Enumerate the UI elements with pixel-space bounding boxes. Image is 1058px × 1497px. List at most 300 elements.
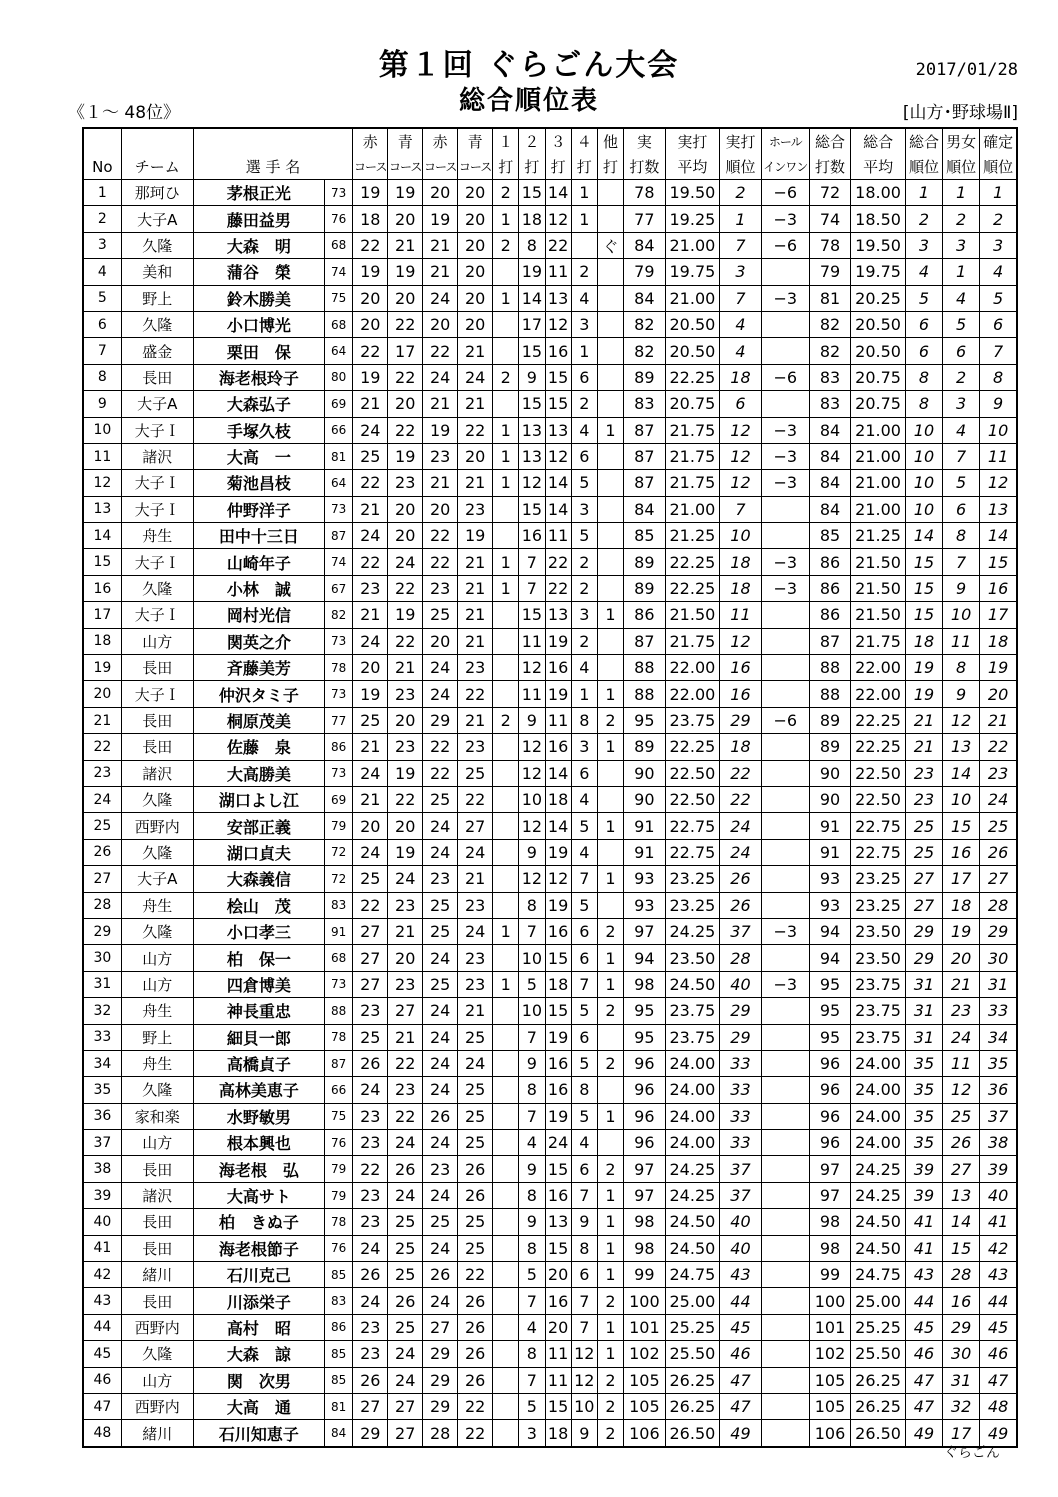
cell-gender-rank: 14	[943, 1209, 980, 1235]
cell-actual-average: 23.75	[665, 707, 720, 733]
cell-team: 家和楽	[121, 1103, 193, 1129]
cell-total-rank: 35	[905, 1130, 942, 1156]
cell-actual-average: 25.50	[665, 1341, 720, 1367]
cell-player-name: 安部正義	[193, 813, 324, 839]
cell-no: 13	[83, 496, 121, 522]
cell-actual-rank: 16	[720, 655, 762, 681]
cell-total-strokes: 83	[809, 364, 851, 390]
header-cell: 打	[493, 154, 519, 180]
header-no: No	[83, 154, 121, 180]
cell-hole-in-one: −6	[761, 180, 809, 206]
cell-course-red-2: 24	[423, 1130, 458, 1156]
cell-three-stroke: 12	[545, 311, 571, 337]
cell-gender-rank: 7	[943, 549, 980, 575]
cell-final-rank: 29	[980, 918, 1017, 944]
cell-total-strokes: 93	[809, 866, 851, 892]
cell-actual-average: 21.00	[665, 285, 720, 311]
cell-actual-average: 20.50	[665, 338, 720, 364]
cell-actual-average: 24.75	[665, 1262, 720, 1288]
header-cell: 順位	[905, 154, 942, 180]
cell-course-blue-1: 23	[388, 681, 423, 707]
cell-hole-in-one	[761, 602, 809, 628]
cell-course-red-2: 20	[423, 496, 458, 522]
cell-gender-rank: 19	[943, 918, 980, 944]
cell-two-stroke: 7	[519, 1103, 545, 1129]
cell-hole-in-one	[761, 786, 809, 812]
cell-player-name: 神長重忠	[193, 998, 324, 1024]
cell-team: 長田	[121, 734, 193, 760]
cell-other-stroke	[597, 655, 623, 681]
cell-actual-rank: 43	[720, 1262, 762, 1288]
cell-final-rank: 36	[980, 1077, 1017, 1103]
cell-other-stroke: 2	[597, 1288, 623, 1314]
cell-age: 86	[324, 734, 352, 760]
table-row	[83, 496, 1017, 522]
cell-player-name: 海老根節子	[193, 1235, 324, 1261]
cell-age: 73	[324, 180, 352, 206]
cell-player-name: 山崎年子	[193, 549, 324, 575]
cell-actual-average: 22.25	[665, 575, 720, 601]
cell-total-strokes: 88	[809, 655, 851, 681]
cell-total-strokes: 86	[809, 575, 851, 601]
cell-course-red-1: 24	[353, 1077, 388, 1103]
cell-player-name: 海老根玲子	[193, 364, 324, 390]
header-cell: 順位	[943, 154, 980, 180]
table-row	[83, 311, 1017, 337]
cell-age: 77	[324, 707, 352, 733]
cell-course-red-1: 23	[353, 1341, 388, 1367]
cell-player-name: 蒲谷 榮	[193, 259, 324, 285]
cell-course-red-2: 22	[423, 734, 458, 760]
cell-total-average: 24.50	[851, 1209, 906, 1235]
cell-course-red-2: 25	[423, 786, 458, 812]
cell-course-blue-1: 22	[388, 311, 423, 337]
cell-four-stroke: 7	[571, 1288, 597, 1314]
cell-hole-in-one	[761, 892, 809, 918]
cell-hole-in-one	[761, 311, 809, 337]
cell-total-rank: 19	[905, 655, 942, 681]
cell-no: 41	[83, 1235, 121, 1261]
header-cell: 打	[571, 154, 597, 180]
cell-course-red-1: 25	[353, 1024, 388, 1050]
cell-age: 73	[324, 681, 352, 707]
cell-course-blue-1: 23	[388, 1077, 423, 1103]
cell-four-stroke: 1	[571, 180, 597, 206]
cell-final-rank: 19	[980, 655, 1017, 681]
cell-course-blue-1: 24	[388, 1367, 423, 1393]
cell-player-name: 石川克己	[193, 1262, 324, 1288]
cell-actual-average: 22.00	[665, 681, 720, 707]
cell-actual-rank: 12	[720, 470, 762, 496]
cell-actual-strokes: 82	[624, 338, 666, 364]
cell-one-stroke: 1	[493, 971, 519, 997]
cell-actual-average: 22.00	[665, 655, 720, 681]
header-row-top	[83, 128, 1017, 154]
cell-gender-rank: 16	[943, 839, 980, 865]
cell-final-rank: 11	[980, 443, 1017, 469]
cell-hole-in-one	[761, 1235, 809, 1261]
cell-team: 久隆	[121, 1077, 193, 1103]
cell-course-blue-2: 22	[458, 681, 493, 707]
cell-total-average: 20.25	[851, 285, 906, 311]
cell-actual-average: 21.50	[665, 602, 720, 628]
cell-gender-rank: 8	[943, 655, 980, 681]
cell-total-average: 25.25	[851, 1314, 906, 1340]
cell-total-rank: 35	[905, 1077, 942, 1103]
cell-two-stroke: 15	[519, 180, 545, 206]
cell-course-blue-1: 25	[388, 1235, 423, 1261]
cell-actual-strokes: 87	[624, 443, 666, 469]
cell-actual-average: 21.00	[665, 232, 720, 258]
cell-actual-strokes: 105	[624, 1367, 666, 1393]
cell-three-stroke: 14	[545, 470, 571, 496]
cell-team: 久隆	[121, 232, 193, 258]
cell-age: 68	[324, 311, 352, 337]
cell-player-name: 湖口貞夫	[193, 839, 324, 865]
cell-total-rank: 27	[905, 892, 942, 918]
cell-course-red-2: 23	[423, 443, 458, 469]
cell-course-red-2: 24	[423, 998, 458, 1024]
table-row	[83, 232, 1017, 258]
cell-four-stroke: 2	[571, 549, 597, 575]
cell-two-stroke: 10	[519, 786, 545, 812]
cell-total-strokes: 94	[809, 945, 851, 971]
cell-no: 27	[83, 866, 121, 892]
cell-three-stroke: 11	[545, 707, 571, 733]
cell-four-stroke: 7	[571, 1182, 597, 1208]
cell-four-stroke: 12	[571, 1367, 597, 1393]
cell-course-blue-2: 22	[458, 1420, 493, 1447]
cell-actual-strokes: 91	[624, 839, 666, 865]
header-cell: 青	[458, 128, 493, 154]
cell-total-rank: 49	[905, 1420, 942, 1447]
cell-no: 16	[83, 575, 121, 601]
cell-actual-strokes: 88	[624, 655, 666, 681]
cell-team: 舟生	[121, 892, 193, 918]
cell-final-rank: 24	[980, 786, 1017, 812]
cell-actual-average: 21.75	[665, 417, 720, 443]
cell-course-blue-1: 19	[388, 760, 423, 786]
cell-three-stroke: 14	[545, 496, 571, 522]
cell-course-red-1: 27	[353, 1393, 388, 1419]
cell-total-strokes: 96	[809, 1130, 851, 1156]
cell-course-blue-2: 26	[458, 1367, 493, 1393]
cell-four-stroke: 8	[571, 1235, 597, 1261]
cell-course-red-2: 25	[423, 602, 458, 628]
table-row	[83, 839, 1017, 865]
cell-actual-rank: 45	[720, 1314, 762, 1340]
cell-age: 91	[324, 918, 352, 944]
cell-two-stroke: 15	[519, 338, 545, 364]
cell-actual-average: 22.25	[665, 734, 720, 760]
cell-team: 西野内	[121, 813, 193, 839]
table-row	[83, 259, 1017, 285]
cell-course-red-1: 23	[353, 1103, 388, 1129]
cell-course-blue-2: 19	[458, 523, 493, 549]
cell-total-average: 21.50	[851, 549, 906, 575]
cell-four-stroke: 4	[571, 786, 597, 812]
cell-course-blue-2: 21	[458, 602, 493, 628]
cell-total-rank: 1	[905, 180, 942, 206]
cell-actual-strokes: 85	[624, 523, 666, 549]
cell-course-blue-2: 25	[458, 1130, 493, 1156]
cell-other-stroke: 1	[597, 866, 623, 892]
cell-total-average: 19.75	[851, 259, 906, 285]
header-cell: ４	[571, 128, 597, 154]
cell-player-name: 湖口よし江	[193, 786, 324, 812]
cell-gender-rank: 3	[943, 391, 980, 417]
cell-total-strokes: 102	[809, 1341, 851, 1367]
cell-course-blue-2: 25	[458, 1235, 493, 1261]
cell-final-rank: 26	[980, 839, 1017, 865]
cell-course-red-1: 26	[353, 1367, 388, 1393]
table-row	[83, 180, 1017, 206]
cell-actual-strokes: 89	[624, 575, 666, 601]
cell-hole-in-one: −6	[761, 232, 809, 258]
cell-course-blue-1: 23	[388, 892, 423, 918]
cell-other-stroke	[597, 760, 623, 786]
cell-player-name: 大森義信	[193, 866, 324, 892]
cell-course-blue-1: 26	[388, 1288, 423, 1314]
cell-total-strokes: 89	[809, 707, 851, 733]
cell-other-stroke	[597, 443, 623, 469]
cell-hole-in-one	[761, 523, 809, 549]
cell-course-blue-1: 20	[388, 206, 423, 232]
table-row	[83, 549, 1017, 575]
cell-course-blue-1: 22	[388, 575, 423, 601]
cell-hole-in-one	[761, 1182, 809, 1208]
cell-gender-rank: 3	[943, 232, 980, 258]
cell-three-stroke: 15	[545, 391, 571, 417]
cell-age: 67	[324, 575, 352, 601]
cell-final-rank: 20	[980, 681, 1017, 707]
cell-total-strokes: 88	[809, 681, 851, 707]
cell-age: 64	[324, 470, 352, 496]
cell-two-stroke: 5	[519, 1262, 545, 1288]
cell-team: 美和	[121, 259, 193, 285]
cell-hole-in-one	[761, 1130, 809, 1156]
cell-course-blue-1: 25	[388, 1209, 423, 1235]
cell-final-rank: 28	[980, 892, 1017, 918]
cell-three-stroke: 16	[545, 734, 571, 760]
cell-course-red-1: 19	[353, 364, 388, 390]
cell-course-blue-1: 20	[388, 496, 423, 522]
cell-one-stroke	[493, 786, 519, 812]
cell-final-rank: 39	[980, 1156, 1017, 1182]
cell-other-stroke: 1	[597, 417, 623, 443]
cell-two-stroke: 12	[519, 734, 545, 760]
cell-actual-rank: 33	[720, 1050, 762, 1076]
cell-actual-average: 24.00	[665, 1130, 720, 1156]
cell-hole-in-one	[761, 813, 809, 839]
cell-team: 大子A	[121, 391, 193, 417]
cell-total-rank: 5	[905, 285, 942, 311]
cell-no: 35	[83, 1077, 121, 1103]
cell-course-blue-2: 20	[458, 285, 493, 311]
cell-total-average: 25.50	[851, 1341, 906, 1367]
cell-total-average: 24.00	[851, 1050, 906, 1076]
cell-gender-rank: 2	[943, 364, 980, 390]
cell-age: 73	[324, 760, 352, 786]
cell-course-red-1: 23	[353, 1314, 388, 1340]
cell-two-stroke: 11	[519, 681, 545, 707]
header-cell: 平均	[665, 154, 720, 180]
cell-player-name: 柏 きぬ子	[193, 1209, 324, 1235]
cell-actual-average: 21.75	[665, 443, 720, 469]
cell-one-stroke: 1	[493, 443, 519, 469]
cell-four-stroke: 5	[571, 813, 597, 839]
cell-four-stroke: 7	[571, 971, 597, 997]
cell-total-strokes: 105	[809, 1367, 851, 1393]
cell-total-rank: 31	[905, 1024, 942, 1050]
cell-course-red-2: 22	[423, 549, 458, 575]
cell-course-red-1: 21	[353, 734, 388, 760]
cell-total-rank: 44	[905, 1288, 942, 1314]
cell-total-rank: 29	[905, 945, 942, 971]
header-cell: 青	[388, 128, 423, 154]
cell-age: 73	[324, 628, 352, 654]
cell-three-stroke: 13	[545, 285, 571, 311]
cell-course-red-2: 29	[423, 1341, 458, 1367]
cell-actual-rank: 18	[720, 549, 762, 575]
cell-team: 舟生	[121, 998, 193, 1024]
cell-hole-in-one	[761, 734, 809, 760]
cell-course-blue-2: 23	[458, 971, 493, 997]
cell-course-blue-1: 22	[388, 1103, 423, 1129]
cell-player-name: 細貝一郎	[193, 1024, 324, 1050]
header-cell: 打数	[624, 154, 666, 180]
cell-one-stroke	[493, 1235, 519, 1261]
cell-age: 83	[324, 892, 352, 918]
cell-one-stroke: 2	[493, 707, 519, 733]
cell-one-stroke: 1	[493, 206, 519, 232]
cell-three-stroke: 20	[545, 1262, 571, 1288]
cell-total-rank: 23	[905, 786, 942, 812]
cell-three-stroke: 19	[545, 1103, 571, 1129]
cell-actual-strokes: 106	[624, 1420, 666, 1447]
cell-no: 20	[83, 681, 121, 707]
table-row	[83, 443, 1017, 469]
cell-total-strokes: 84	[809, 417, 851, 443]
cell-actual-rank: 16	[720, 681, 762, 707]
cell-course-red-1: 23	[353, 575, 388, 601]
cell-course-red-2: 24	[423, 655, 458, 681]
cell-total-strokes: 87	[809, 628, 851, 654]
cell-gender-rank: 16	[943, 1288, 980, 1314]
cell-two-stroke: 7	[519, 1367, 545, 1393]
cell-total-rank: 10	[905, 417, 942, 443]
cell-actual-rank: 46	[720, 1341, 762, 1367]
cell-four-stroke: 1	[571, 338, 597, 364]
cell-one-stroke: 2	[493, 232, 519, 258]
cell-no: 44	[83, 1314, 121, 1340]
header-cell: 実打	[665, 128, 720, 154]
cell-total-average: 21.00	[851, 496, 906, 522]
cell-final-rank: 8	[980, 364, 1017, 390]
table-row	[83, 1209, 1017, 1235]
cell-actual-rank: 40	[720, 1209, 762, 1235]
table-row	[83, 945, 1017, 971]
cell-team: 山方	[121, 1367, 193, 1393]
cell-one-stroke: 1	[493, 918, 519, 944]
cell-actual-strokes: 98	[624, 1235, 666, 1261]
cell-age: 72	[324, 839, 352, 865]
table-row	[83, 417, 1017, 443]
header-cell	[193, 128, 352, 154]
cell-one-stroke	[493, 813, 519, 839]
cell-total-rank: 8	[905, 391, 942, 417]
cell-age: 73	[324, 496, 352, 522]
cell-course-red-1: 22	[353, 338, 388, 364]
cell-four-stroke: 2	[571, 391, 597, 417]
cell-course-red-2: 25	[423, 1209, 458, 1235]
cell-gender-rank: 31	[943, 1367, 980, 1393]
table-row	[83, 1288, 1017, 1314]
cell-total-rank: 45	[905, 1314, 942, 1340]
cell-no: 29	[83, 918, 121, 944]
cell-no: 46	[83, 1367, 121, 1393]
table-row	[83, 681, 1017, 707]
cell-gender-rank: 11	[943, 1050, 980, 1076]
cell-actual-strokes: 99	[624, 1262, 666, 1288]
header-cell: 順位	[720, 154, 762, 180]
cell-total-rank: 27	[905, 866, 942, 892]
cell-one-stroke	[493, 311, 519, 337]
cell-actual-rank: 2	[720, 180, 762, 206]
table-row	[83, 1130, 1017, 1156]
table-row	[83, 575, 1017, 601]
cell-three-stroke: 11	[545, 1341, 571, 1367]
table-body	[83, 180, 1017, 1447]
cell-hole-in-one	[761, 945, 809, 971]
cell-course-blue-1: 26	[388, 1156, 423, 1182]
cell-gender-rank: 2	[943, 206, 980, 232]
cell-total-rank: 47	[905, 1367, 942, 1393]
cell-course-blue-2: 25	[458, 1103, 493, 1129]
cell-no: 10	[83, 417, 121, 443]
cell-two-stroke: 8	[519, 892, 545, 918]
cell-total-strokes: 84	[809, 496, 851, 522]
cell-age: 78	[324, 1209, 352, 1235]
cell-final-rank: 27	[980, 866, 1017, 892]
cell-total-average: 23.75	[851, 971, 906, 997]
cell-actual-rank: 33	[720, 1077, 762, 1103]
cell-two-stroke: 9	[519, 839, 545, 865]
cell-total-average: 22.75	[851, 839, 906, 865]
cell-course-blue-1: 19	[388, 602, 423, 628]
cell-gender-rank: 15	[943, 1235, 980, 1261]
cell-no: 19	[83, 655, 121, 681]
cell-course-blue-1: 20	[388, 945, 423, 971]
cell-hole-in-one	[761, 681, 809, 707]
cell-total-rank: 35	[905, 1103, 942, 1129]
cell-gender-rank: 1	[943, 259, 980, 285]
cell-actual-strokes: 79	[624, 259, 666, 285]
cell-two-stroke: 12	[519, 655, 545, 681]
cell-final-rank: 46	[980, 1341, 1017, 1367]
header-cell: 打	[545, 154, 571, 180]
cell-final-rank: 34	[980, 1024, 1017, 1050]
cell-course-blue-2: 21	[458, 866, 493, 892]
table-row	[83, 1420, 1017, 1447]
cell-actual-rank: 44	[720, 1288, 762, 1314]
cell-course-red-2: 24	[423, 1288, 458, 1314]
cell-total-average: 23.75	[851, 1024, 906, 1050]
cell-team: 那珂ひ	[121, 180, 193, 206]
cell-two-stroke: 8	[519, 1235, 545, 1261]
cell-total-average: 23.50	[851, 945, 906, 971]
cell-two-stroke: 15	[519, 391, 545, 417]
